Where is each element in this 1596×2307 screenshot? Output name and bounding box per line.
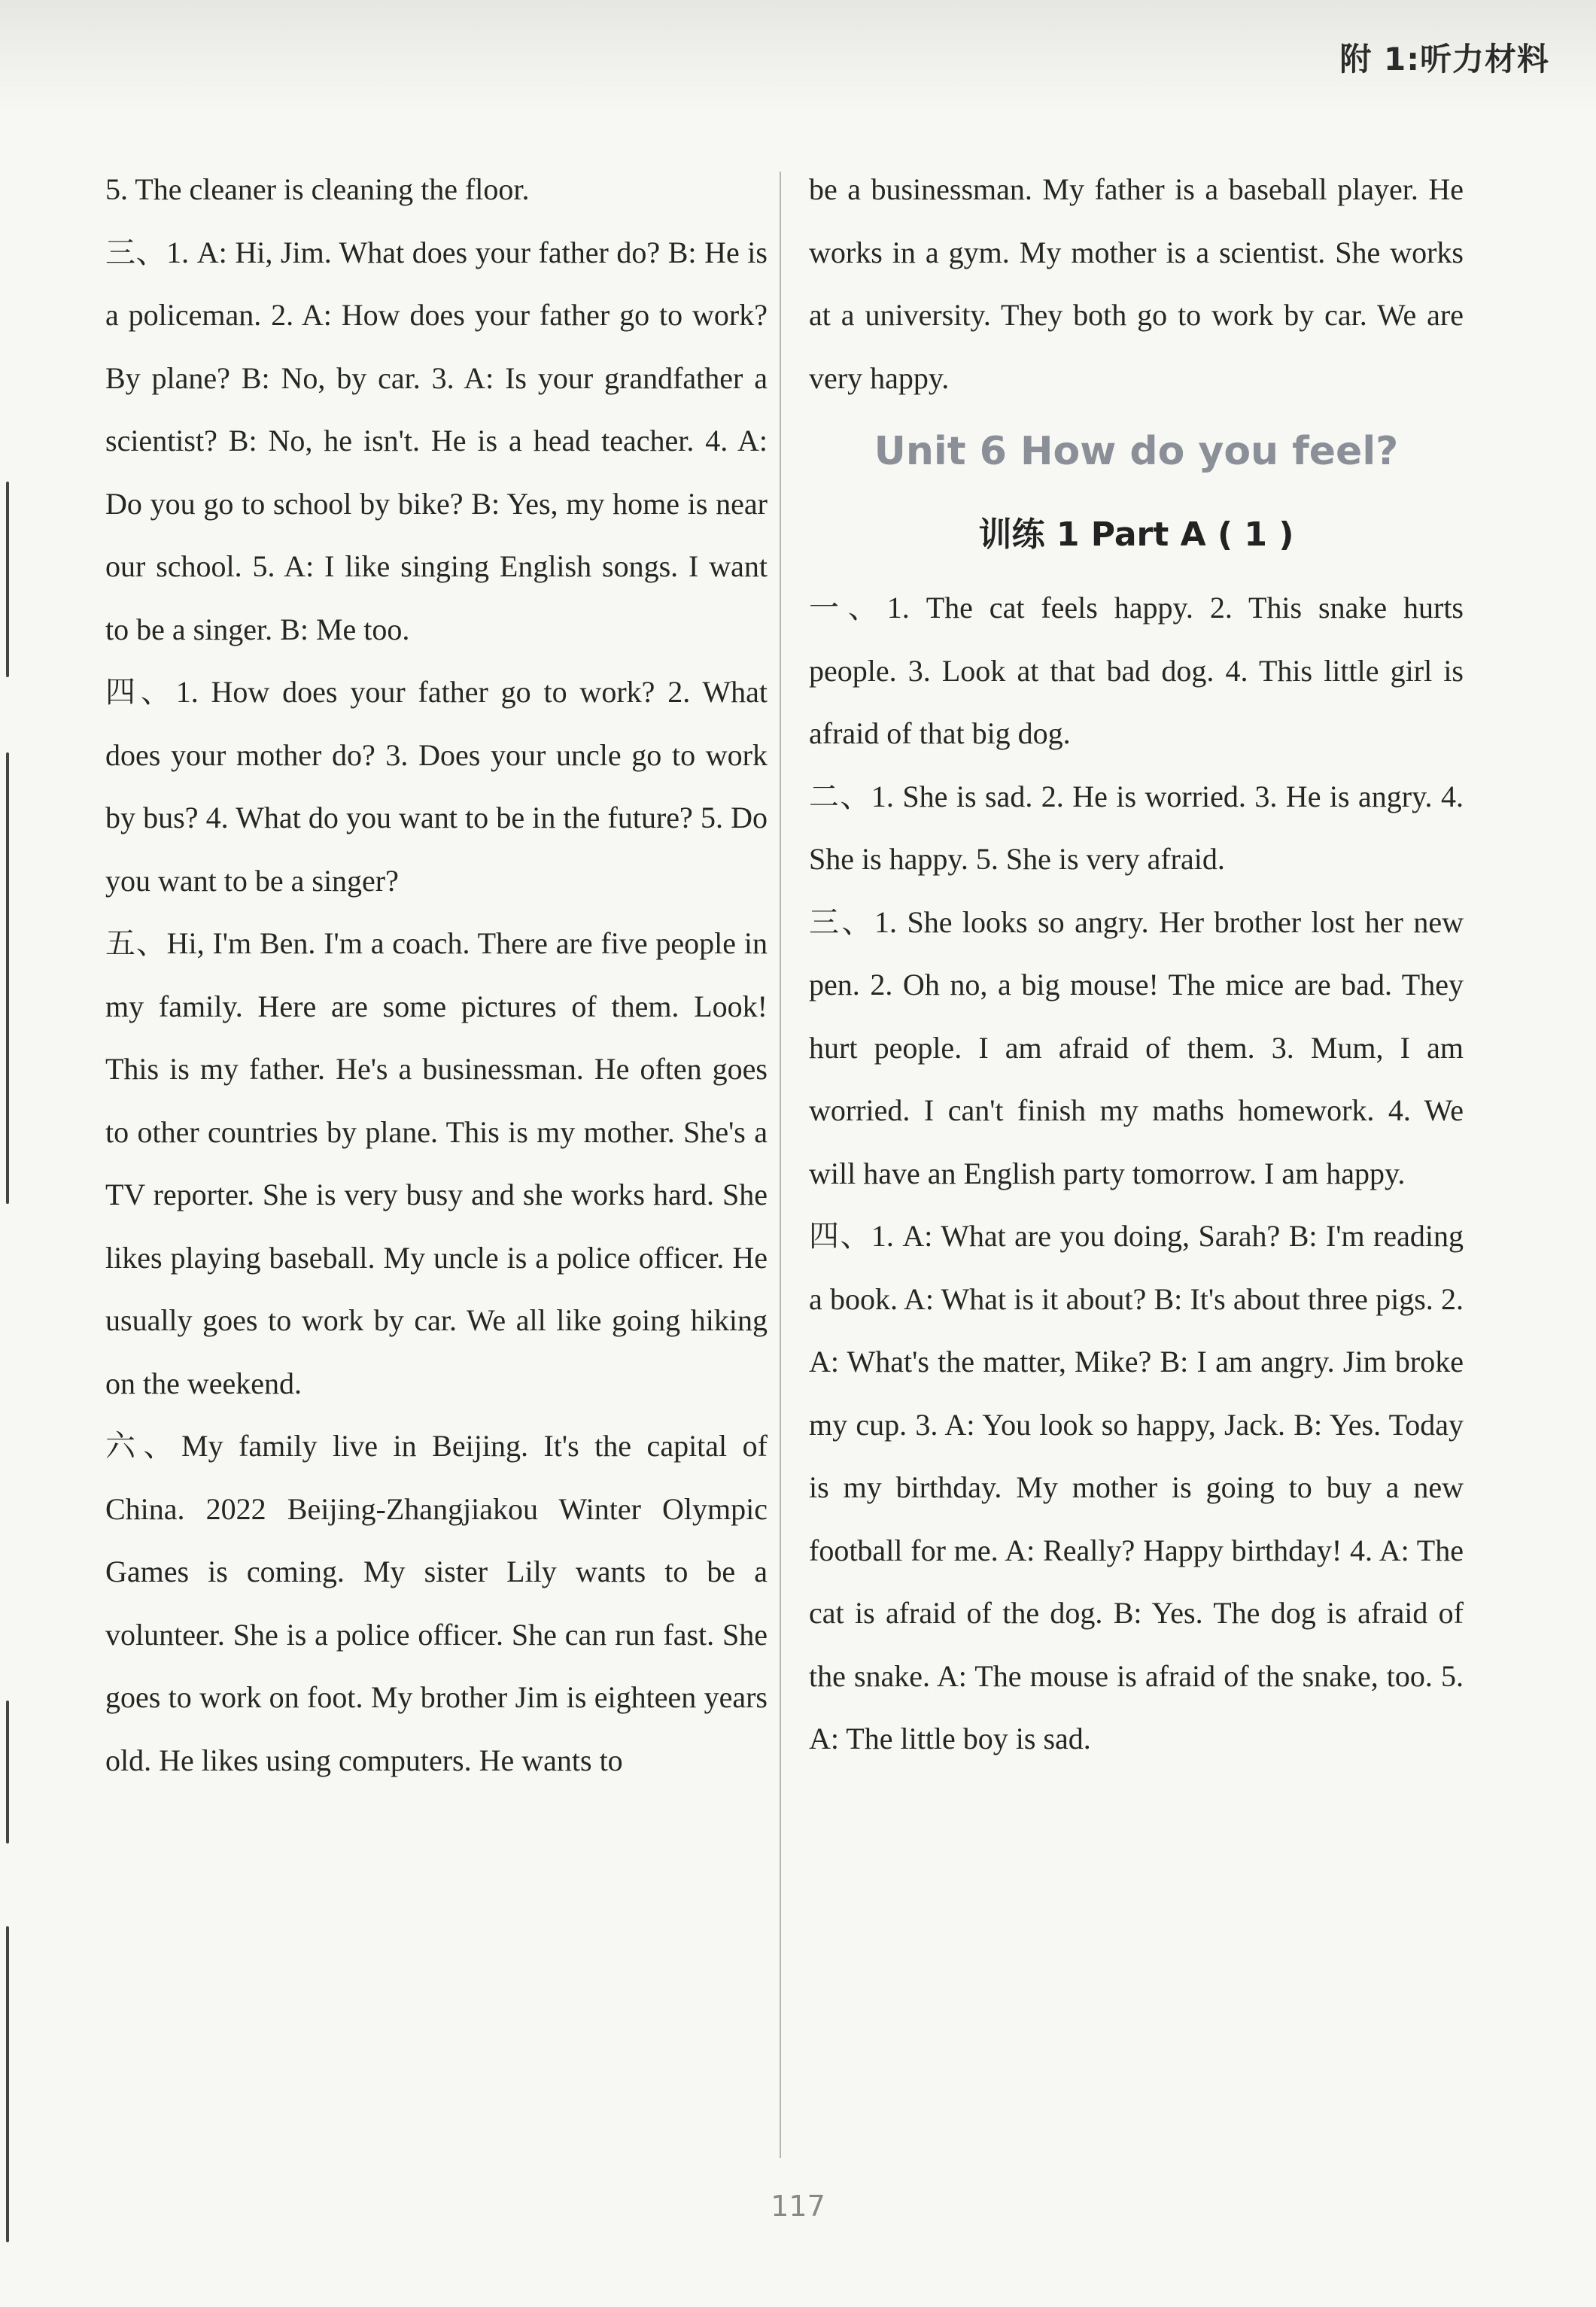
paragraph: 三、1. A: Hi, Jim. What does your father do? B: He is a policeman. 2. A: How does your father go to work? By plane? B: No, by car. 3. A: Is your grandfather a scientist? B: No, he isn't. He is a head teacher. 4. A: Do you go to school by bike? B: Yes, my home is near our school. 5. A: I like singing English songs. I want to be a singer. B: Me too. <box>105 235 768 646</box>
section-header: 附 1:听力材料 <box>1339 41 1549 78</box>
binding-edge-mark <box>6 482 9 677</box>
paragraph: 5. The cleaner is cleaning the floor. <box>105 172 530 206</box>
binding-edge-mark <box>6 1701 9 1843</box>
paragraph: 二、1. She is sad. 2. He is worried. 3. He is angry. 4. She is happy. 5. She is very afraid. <box>809 779 1464 876</box>
left-column <box>105 158 768 1792</box>
paragraph: 五、Hi, I'm Ben. I'm a coach. There are five people in my family. Here are some pictures of them. Look! This is my father. He's a businessman. He often goes to other countries by plane. This is my mother. She's a TV reporter. She is very busy and she works hard. She likes playing baseball. My uncle is a police officer. He usually goes to work by car. We all like going hiking on the weekend. <box>105 926 768 1400</box>
binding-edge-mark <box>6 752 9 1204</box>
drill-title: 训练 1 Part A ( 1 ) <box>978 515 1294 554</box>
paragraph: be a businessman. My father is a baseball player. He works in a gym. My mother is a scientist. She works at a university. They both go to work by car. We are very happy. <box>809 172 1464 395</box>
paragraph: 六、My family live in Beijing. It's the capital of China. 2022 Beijing-Zhangjiakou Winter Olympic Games is coming. My sister Lily wants to be a volunteer. She is a police officer. She can run fast. She goes to work on foot. My brother Jim is eighteen years old. He likes using computers. He wants to <box>105 1429 768 1777</box>
column-divider <box>780 172 781 2158</box>
paragraph: 一、1. The cat feels happy. 2. This snake hurts people. 3. Look at that bad dog. 4. This little girl is afraid of that big dog. <box>809 591 1464 750</box>
paragraph: 三、1. She looks so angry. Her brother lost her new pen. 2. Oh no, a big mouse! The mice are bad. They hurt people. I am afraid of them. 3. Mum, I am worried. I can't finish my maths homework. 4. We will have an English party tomorrow. I am happy. <box>809 904 1464 1190</box>
paragraph: 四、1. How does your father go to work? 2. What does your mother do? 3. Does your uncle go to work by bus? 4. What do you want to be in the future? 5. Do you want to be a singer? <box>105 675 768 898</box>
unit-title: Unit 6 How do you feel? <box>874 429 1399 474</box>
paragraph: 四、1. A: What are you doing, Sarah? B: I'm reading a book. A: What is it about? B: It's about three pigs. 2. A: What's the matter, Mike? B: I am angry. Jim broke my cup. 3. A: You look so happy, Jack. B: Yes. Today is my birthday. My mother is going to buy a new football for me. A: Really? Happy birthday! 4. A: The cat is afraid of the dog. B: Yes. The dog is afraid of the snake. A: The mouse is afraid of the snake, too. 5. A: The little boy is sad. <box>809 1219 1464 1755</box>
right-column <box>809 158 1464 1771</box>
page-number: 117 <box>771 2190 825 2223</box>
